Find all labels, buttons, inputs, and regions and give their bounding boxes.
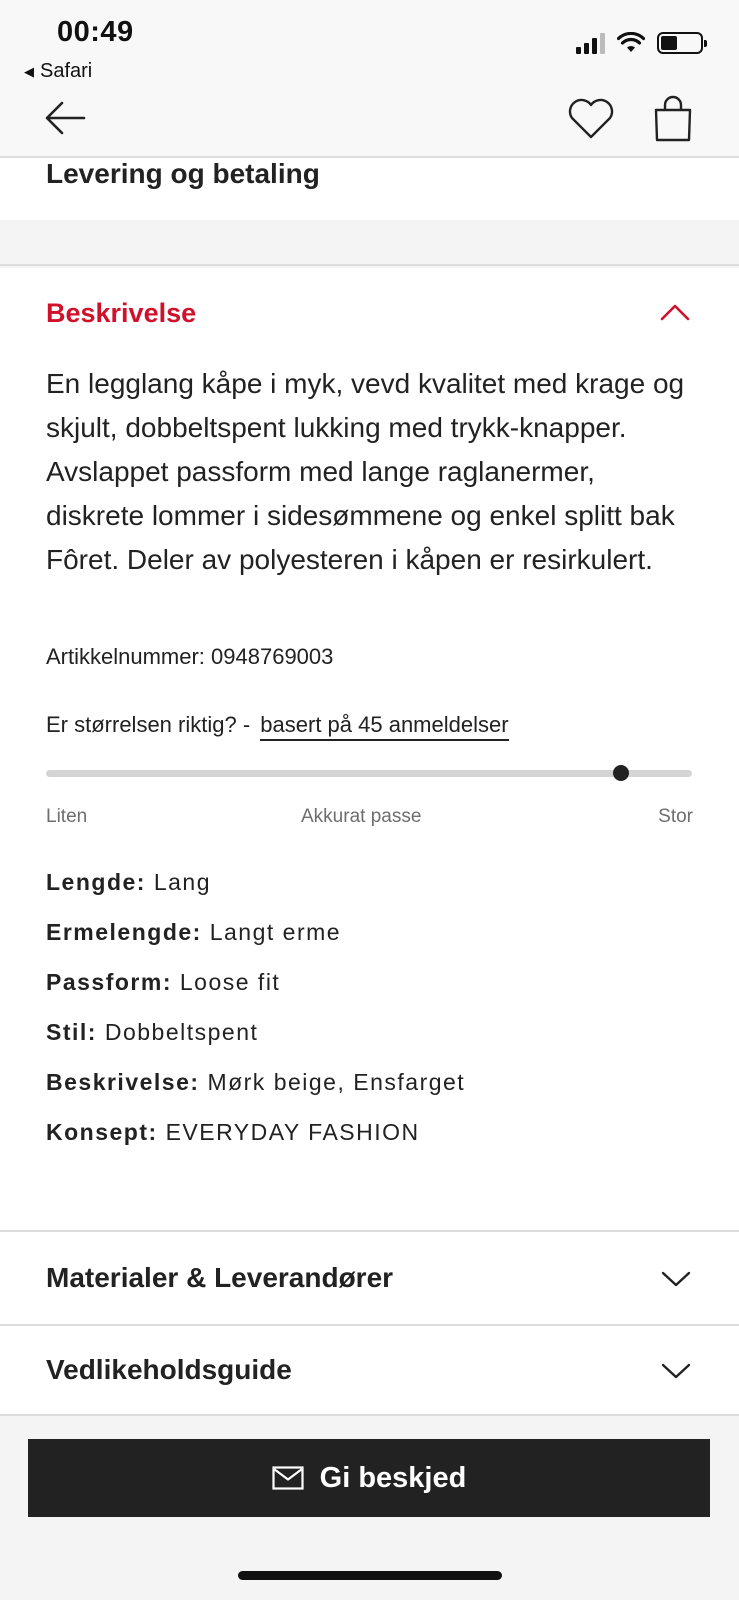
attribute-row [46,864,465,914]
back-app-label: Safari [40,60,93,82]
heart-icon[interactable] [566,94,616,144]
attribute-row [46,914,465,964]
reviews-link[interactable]: basert på 45 anmeldelser [260,712,508,741]
attribute-key: Ermelengde: [46,919,202,945]
attribute-key: Lengde: [46,869,146,895]
fit-label-true: Akkurat passe [301,806,422,827]
fit-label-small: Liten [46,806,88,827]
description-text: En legglang kåpe i myk, vevd kvalitet med krage og skjult, dobbeltspent lukking med trykk-knapper. Avslappet passform med lange raglanermer, diskrete lommer i sidesømmene og enkel splitt bak Fôret. Deler av polyesteren i kåpen er resirkulert. [46,368,685,575]
fit-question [46,712,509,738]
attribute-row [46,1114,465,1164]
fit-slider-knob [613,765,629,781]
back-to-safari[interactable] [24,60,92,83]
attribute-value: Langt erme [209,919,342,945]
attribute-key: Passform: [46,969,172,995]
section-divider [0,220,739,266]
attribute-row [46,1014,465,1064]
attribute-value: Lang [153,869,212,895]
description-section [0,268,739,1232]
attribute-row [46,1064,465,1114]
accordion-materials[interactable] [0,1232,739,1326]
battery-icon [657,32,703,54]
home-indicator [238,1571,502,1580]
notify-me-button[interactable] [28,1439,710,1517]
back-triangle-icon: ◀ [24,63,34,79]
accordion-care-title: Vedlikeholdsguide [46,1354,292,1385]
fit-label-large: Stor [658,806,693,827]
status-time: 00:49 [57,16,134,48]
delivery-title: Levering og betaling [46,158,320,189]
status-bar [0,0,739,88]
attribute-value: Loose fit [179,969,281,995]
attribute-key: Konsept: [46,1119,158,1145]
chevron-up-icon[interactable] [659,302,691,322]
attribute-value: Dobbeltspent [104,1019,259,1045]
chevron-down-icon [661,1362,691,1380]
attribute-key: Stil: [46,1019,97,1045]
shopping-bag-icon[interactable] [652,94,694,144]
attribute-value: EVERYDAY FASHION [165,1119,420,1145]
delivery-section[interactable] [0,158,739,220]
mail-icon [272,1466,304,1490]
cellular-signal-icon [576,32,605,54]
accordion-care-guide[interactable] [0,1326,739,1416]
attribute-row [46,964,465,1014]
nav-bar [0,88,739,158]
attribute-key: Beskrivelse: [46,1069,200,1095]
attribute-value: Mørk beige, Ensfarget [207,1069,466,1095]
fit-slider-track [46,770,692,777]
attribute-list [46,864,465,1164]
description-heading[interactable]: Beskrivelse [46,298,197,328]
notify-me-label: Gi beskjed [319,1461,467,1494]
article-number: Artikkelnummer: 0948769003 [46,644,334,669]
accordion-materials-title: Materialer & Leverandører [46,1262,394,1293]
status-icons [576,32,703,54]
wifi-icon [617,32,645,54]
chevron-down-icon [661,1270,691,1288]
fit-question-text: Er størrelsen riktig? - [46,712,251,737]
arrow-left-icon[interactable] [42,94,90,142]
